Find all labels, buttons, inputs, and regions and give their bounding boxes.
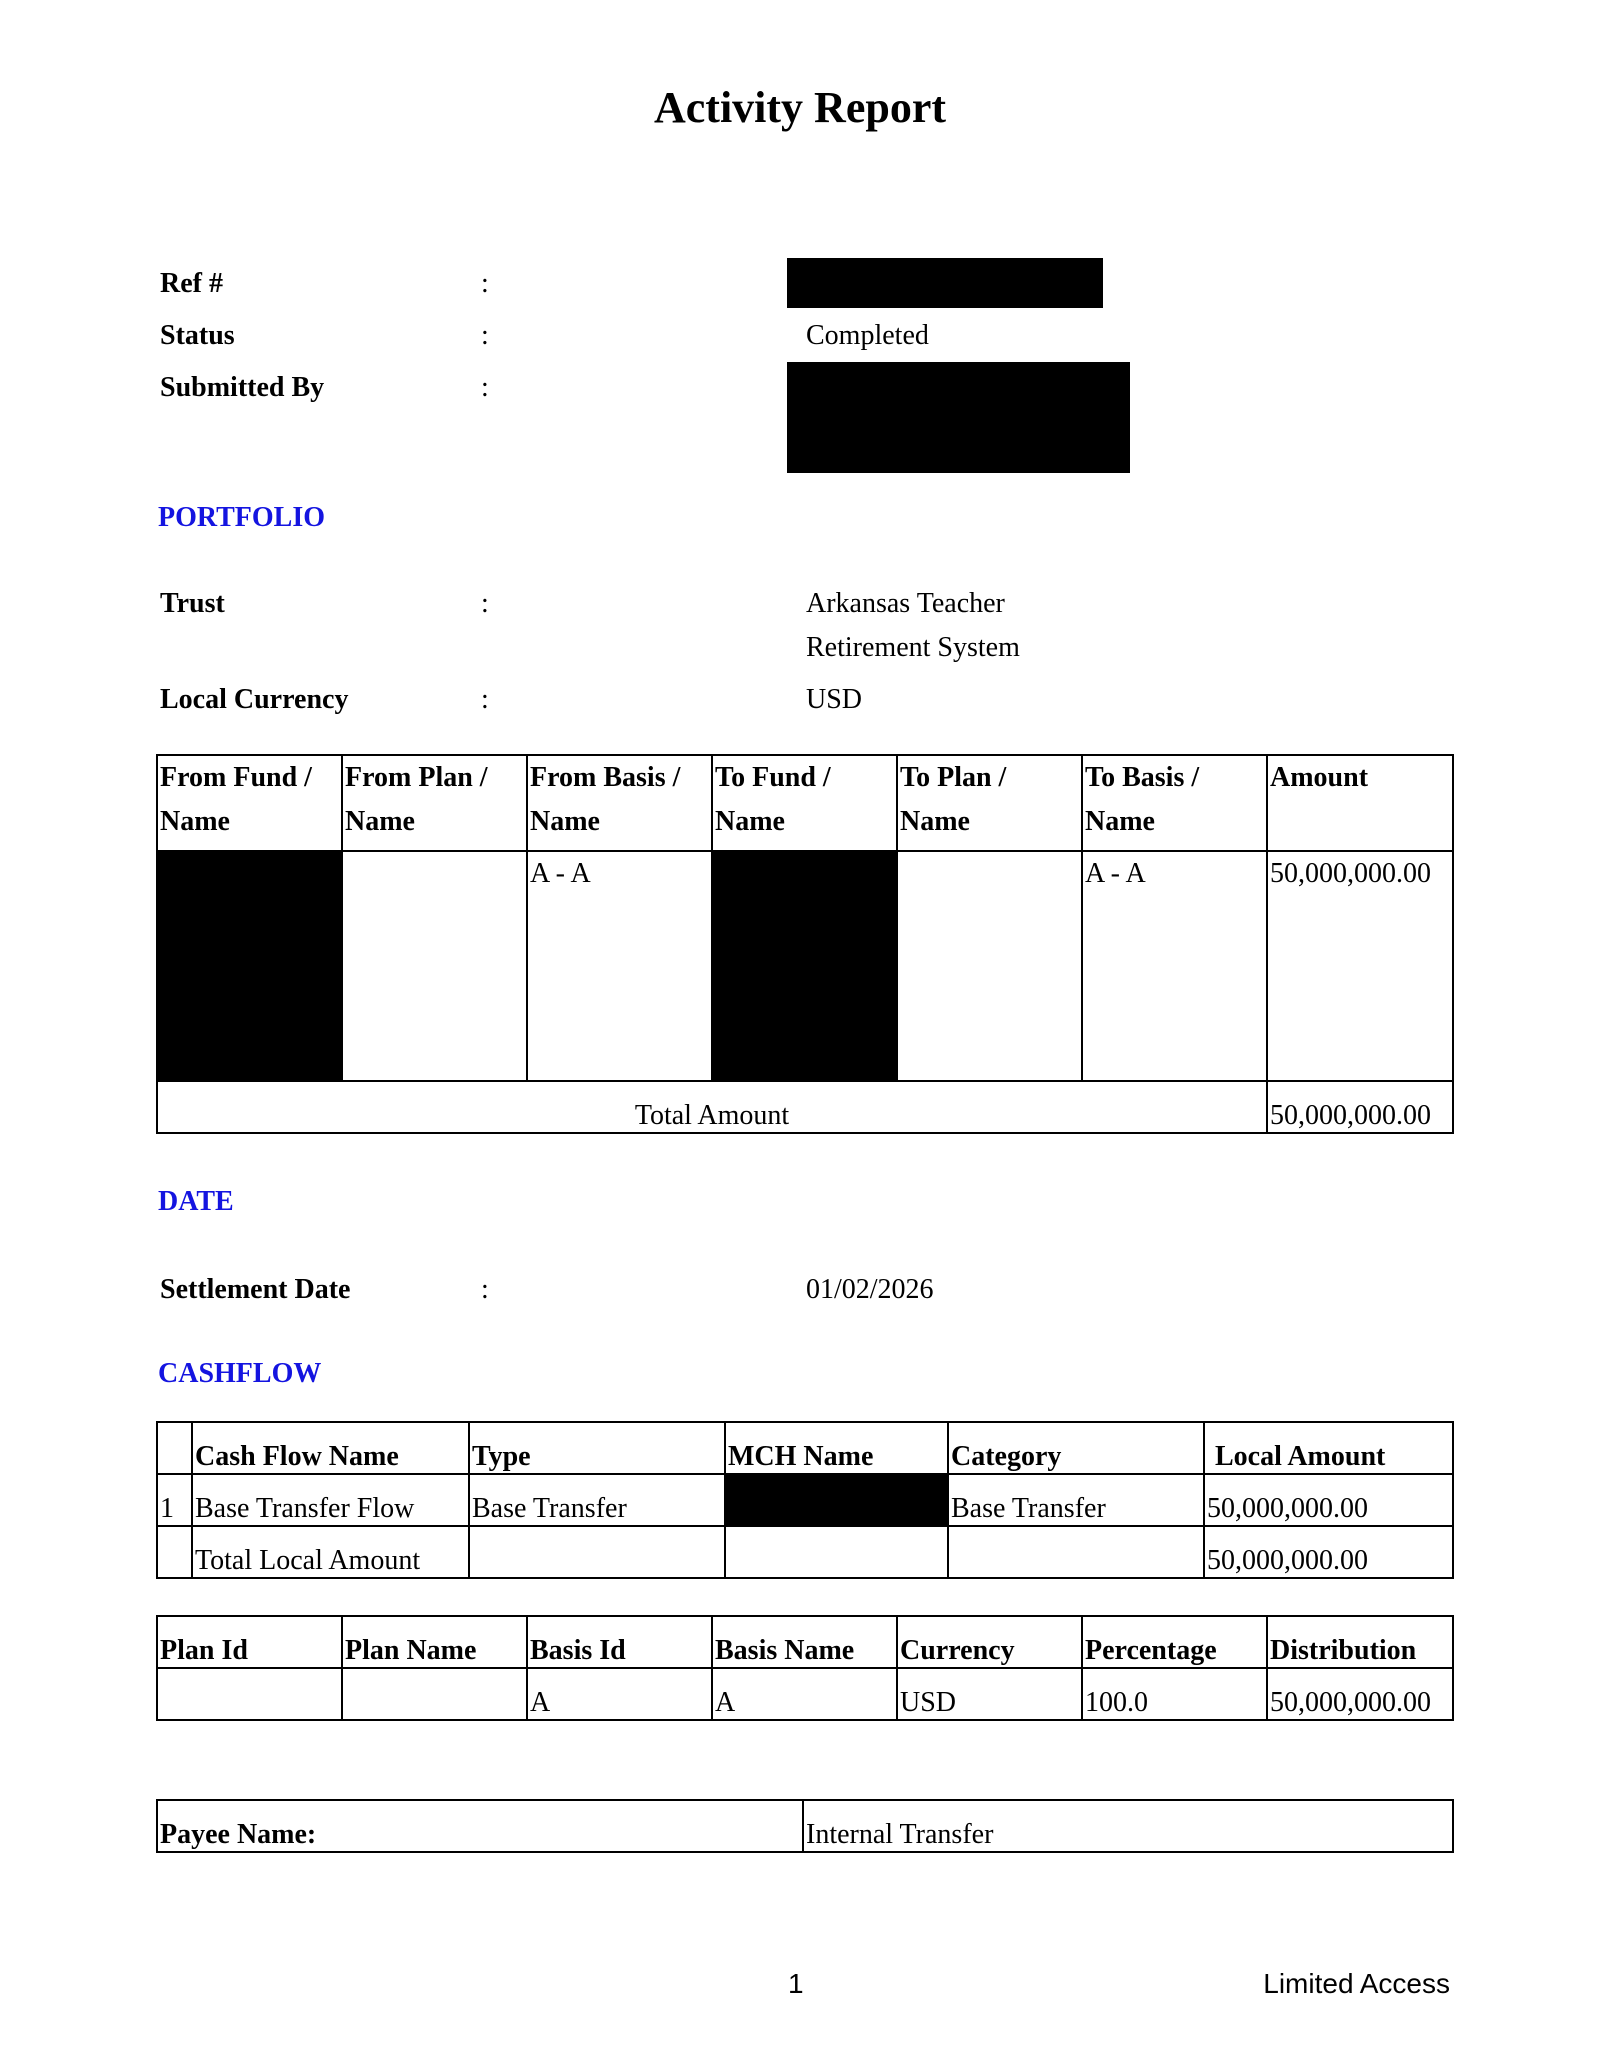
amount-cell: 50,000,000.00	[1267, 851, 1453, 1081]
to-fund-redaction	[712, 851, 897, 1081]
total-amount-label: Total Amount	[157, 1081, 1267, 1133]
submitted-by-redaction	[787, 362, 1130, 473]
payee-name-label: Payee Name:	[157, 1800, 803, 1852]
total-amount-value: 50,000,000.00	[1267, 1081, 1453, 1133]
header-cash-flow-name: Cash Flow Name	[192, 1422, 469, 1474]
page-title: Activity Report	[653, 83, 946, 132]
header-from-fund: From Fund / Name	[157, 755, 342, 851]
from-fund-redaction	[157, 851, 342, 1081]
plan-name-cell	[342, 1668, 527, 1720]
header-plan-name: Plan Name	[342, 1616, 527, 1668]
ref-colon: :	[481, 268, 489, 299]
cashflow-total-row	[157, 1526, 1453, 1578]
header-basis-id: Basis Id	[527, 1616, 712, 1668]
submitted-by-colon: :	[481, 372, 489, 403]
header-category: Category	[948, 1422, 1204, 1474]
from-basis-cell: A - A	[527, 851, 712, 1081]
header-to-fund: To Fund / Name	[712, 755, 897, 851]
total-empty-cell	[157, 1526, 192, 1578]
plan-table	[156, 1615, 1454, 1721]
trust-value-line1: Arkansas Teacher	[806, 588, 1005, 619]
total-local-amount-label: Total Local Amount	[192, 1526, 469, 1578]
payee-table	[156, 1799, 1454, 1853]
header-local-amount: Local Amount	[1204, 1422, 1453, 1474]
date-section-title: DATE	[158, 1186, 234, 1217]
header-from-basis: From Basis / Name	[527, 755, 712, 851]
payee-row	[157, 1800, 1453, 1852]
ref-redaction	[787, 258, 1103, 308]
to-basis-cell: A - A	[1082, 851, 1267, 1081]
mch-name-redaction	[725, 1474, 948, 1526]
header-currency: Currency	[897, 1616, 1082, 1668]
row-number: 1	[157, 1474, 192, 1526]
local-currency-value: USD	[806, 684, 863, 715]
currency-cell: USD	[897, 1668, 1082, 1720]
cashflow-header-row	[157, 1422, 1453, 1474]
trust-value-line2: Retirement System	[806, 632, 1020, 663]
page-number: 1	[788, 1968, 804, 1999]
cashflow-table	[156, 1421, 1454, 1579]
settlement-date-colon: :	[481, 1274, 489, 1305]
table-row	[157, 851, 1453, 1081]
plan-header-row	[157, 1616, 1453, 1668]
trust-colon: :	[481, 588, 489, 619]
table-row	[157, 1474, 1453, 1526]
to-plan-cell	[897, 851, 1082, 1081]
header-basis-name: Basis Name	[712, 1616, 897, 1668]
header-to-basis: To Basis / Name	[1082, 755, 1267, 851]
percentage-cell: 100.0	[1082, 1668, 1267, 1720]
total-local-amount-value: 50,000,000.00	[1204, 1526, 1453, 1578]
category-cell: Base Transfer	[948, 1474, 1204, 1526]
total-empty-cell	[725, 1526, 948, 1578]
ref-label: Ref #	[160, 268, 223, 299]
total-empty-cell	[948, 1526, 1204, 1578]
status-label: Status	[160, 320, 235, 351]
submitted-by-label: Submitted By	[160, 372, 325, 403]
cash-flow-name-cell: Base Transfer Flow	[192, 1474, 469, 1526]
type-cell: Base Transfer	[469, 1474, 725, 1526]
header-row-number	[157, 1422, 192, 1474]
header-mch-name: MCH Name	[725, 1422, 948, 1474]
table-row	[157, 1668, 1453, 1720]
portfolio-section-title: PORTFOLIO	[158, 502, 326, 533]
header-amount: Amount	[1267, 755, 1453, 851]
header-type: Type	[469, 1422, 725, 1474]
plan-id-cell	[157, 1668, 342, 1720]
status-value: Completed	[806, 320, 929, 351]
header-to-plan: To Plan / Name	[897, 755, 1082, 851]
local-currency-colon: :	[481, 684, 489, 715]
distribution-cell: 50,000,000.00	[1267, 1668, 1453, 1720]
transfer-header-row	[157, 755, 1453, 851]
from-plan-cell	[342, 851, 527, 1081]
payee-name-value: Internal Transfer	[803, 1800, 1453, 1852]
basis-id-cell: A	[527, 1668, 712, 1720]
local-currency-label: Local Currency	[160, 684, 349, 715]
header-plan-id: Plan Id	[157, 1616, 342, 1668]
cashflow-section-title: CASHFLOW	[158, 1358, 322, 1389]
local-amount-cell: 50,000,000.00	[1204, 1474, 1453, 1526]
basis-name-cell: A	[712, 1668, 897, 1720]
settlement-date-value: 01/02/2026	[806, 1274, 934, 1305]
classification-label: Limited Access	[1263, 1968, 1450, 1999]
transfer-table	[156, 754, 1454, 1134]
header-distribution: Distribution	[1267, 1616, 1453, 1668]
transfer-total-row	[157, 1081, 1453, 1133]
trust-label: Trust	[160, 588, 225, 619]
header-from-plan: From Plan / Name	[342, 755, 527, 851]
status-colon: :	[481, 320, 489, 351]
header-percentage: Percentage	[1082, 1616, 1267, 1668]
total-empty-cell	[469, 1526, 725, 1578]
settlement-date-label: Settlement Date	[160, 1274, 351, 1305]
